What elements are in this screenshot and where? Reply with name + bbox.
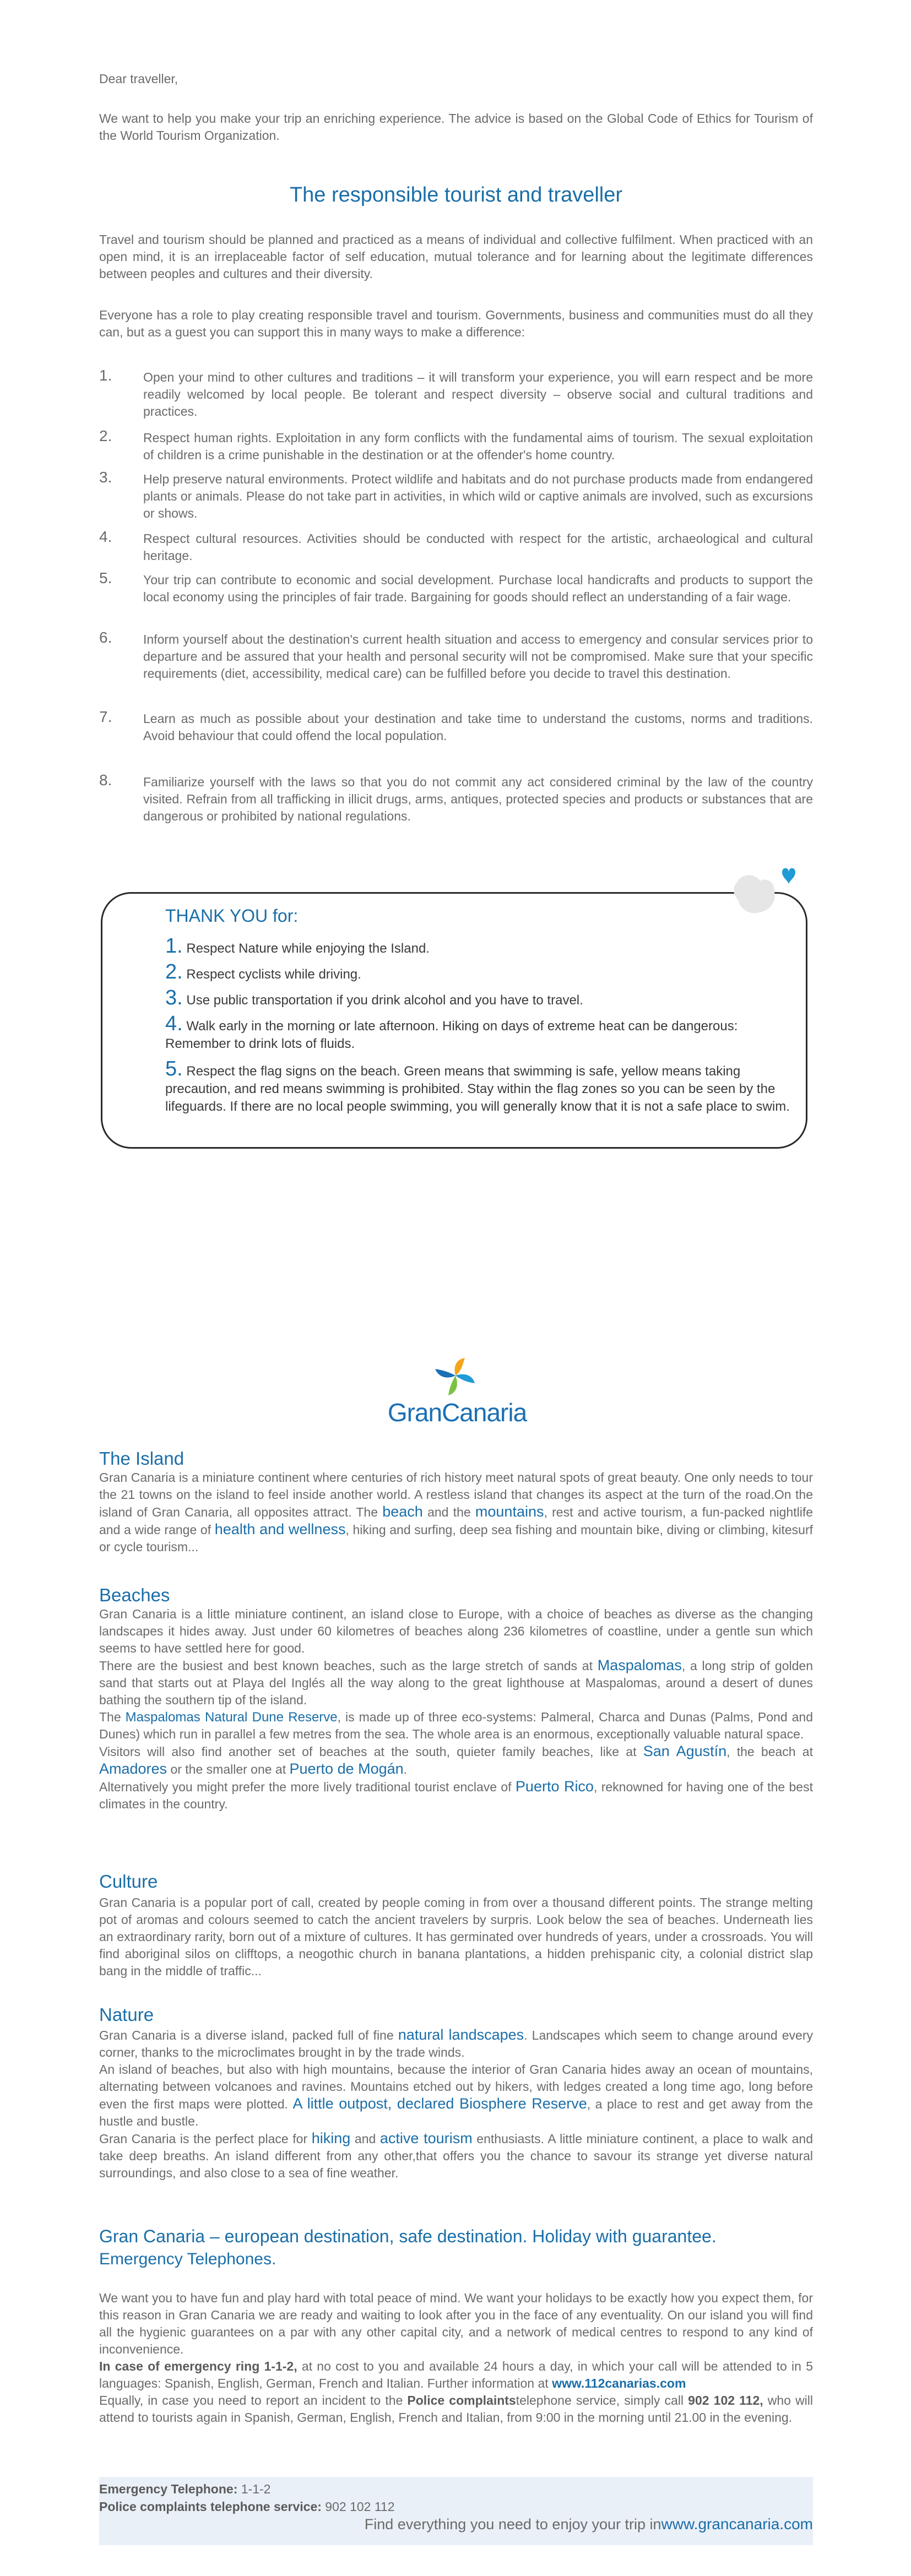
link-grancanaria[interactable]: www.grancanaria.com xyxy=(661,2515,813,2532)
grancanaria-logo xyxy=(375,1355,540,1426)
text-run: , a long strip of golden sand that starts out at Playa del Inglés all the way along to the great lighthouse at Maspalomas, around a desert of dunes bathing the southern tip of the island. xyxy=(99,1659,813,1707)
list-number: 5. xyxy=(99,569,112,586)
thank-text: Use public transportation if you drink alcohol and you have to travel. xyxy=(186,993,583,1008)
thank-item xyxy=(165,986,799,1009)
logo-mark-icon xyxy=(431,1355,480,1398)
text-run: We want you to have fun and play hard with total peace of mind. We want your holidays to be exactly how you expect them, for this reason in Gran Canaria we are ready and waiting to look after you in the face of any eventuality. On our island you will find all the hygienic guarantees on a par with any other capital city, and a network of medical centres to respond to any kind of inconvenience. xyxy=(99,2291,813,2356)
link-amadores[interactable]: Amadores xyxy=(99,1760,167,1777)
text-run: Gran Canaria is the perfect place for xyxy=(99,2132,312,2146)
link-biosphere-reserve[interactable]: A little outpost, declared Biosphere Reserve xyxy=(292,2095,587,2112)
text-run: or the smaller one at xyxy=(167,1762,290,1776)
text-run: . xyxy=(403,1762,408,1776)
list-number: 1. xyxy=(99,367,112,384)
text-run: at no cost to you and available 24 hours a day, in which your call will be attended to in 5 languages: Spanish, English, German, French and Italian. Further information at xyxy=(99,2359,814,2390)
main-title: The responsible tourist and traveller xyxy=(289,183,623,206)
thank-item xyxy=(165,1057,799,1116)
island-heart-icon xyxy=(726,860,798,921)
thank-number: 1. xyxy=(165,934,183,958)
text-run: , rest and active tourism, a fun-packed nightlife and a wide range of xyxy=(99,1505,814,1537)
list-number: 6. xyxy=(99,629,112,646)
thank-text: Respect the flag signs on the beach. Green means that swimming is safe, yellow means taking precaution, and red means swimming is prohibited. Stay within the flag zones so you can be seen by the lifeguards. If there are no local people swimming, you will generally know that it is not a safe place to swim. xyxy=(165,1064,790,1114)
list-number: 4. xyxy=(99,528,112,545)
section-title-nature: Nature xyxy=(99,2004,154,2025)
list-text: Help preserve natural environments. Protect wildlife and habitats and do not purchase products made from endangered plants or animals. Please do not take part in activities, in which wild or captive animals are involved, such as excursions or shows. xyxy=(143,472,813,520)
text-run: . Landscapes which seem to change around every corner, thanks to the microclimates brought in by the trade winds. xyxy=(99,2028,813,2059)
link-natural-landscapes[interactable]: natural landscapes xyxy=(398,2026,524,2043)
list-number: 7. xyxy=(99,708,112,725)
emergency-bold: In case of emergency ring 1-1-2, xyxy=(99,2359,297,2373)
thank-number: 3. xyxy=(165,986,183,1009)
list-text: Inform yourself about the destination's current health situation and access to emergency and consular services prior to departure and be assured that your health and personal security will not be compromised. Make sure that your specific requirements (diet, accessibility, medical care) can be fulfilled before you decide to travel this destination. xyxy=(143,632,813,681)
section-title-beaches: Beaches xyxy=(99,1585,170,1605)
thank-text: Walk early in the morning or late afternoon. Hiking on days of extreme heat can be dangerous: Remember to drink lots of fluids. xyxy=(165,1019,738,1051)
list-text: Learn as much as possible about your destination and take time to understand the customs, norms and traditions. Avoid behaviour that could offend the local population. xyxy=(143,711,813,743)
section-subtitle-emergency: Emergency Telephones. xyxy=(99,2250,276,2268)
list-text: Familiarize yourself with the laws so that you do not commit any act considered criminal by the law of the country visited. Refrain from all trafficking in illicit drugs, arms, antiques, protected species and products or substances that are dangerous or prohibited by national regulations. xyxy=(143,775,813,823)
link-112canarias[interactable]: www.112canarias.com xyxy=(552,2376,686,2390)
link-maspalomas[interactable]: Maspalomas xyxy=(597,1657,682,1673)
thank-item xyxy=(165,1012,799,1053)
text-run: An island of beaches, but also with high mountains, because the interior of Gran Canaria hides away an ocean of mountains, alternating between volcanoes and ravines. Mountains etched out by hikers, with ledges created a long time ago, long before even the first maps were plotted. xyxy=(99,2062,813,2111)
intro-paragraph: We want to help you make your trip an enriching experience. The advice is based on the Global Code of Ethics for Tourism of the World Tourism Organization. xyxy=(99,111,813,143)
link-beach[interactable]: beach xyxy=(382,1503,423,1520)
paragraph-everyone: Everyone has a role to play creating responsible travel and tourism. Governments, business and communities must do all they can, but as a guest you can support this in many ways to make a difference: xyxy=(99,308,813,339)
text-run: , a place to rest and get away from the hustle and bustle. xyxy=(99,2097,813,2128)
emergency-value: 1-1-2 xyxy=(237,2482,271,2496)
police-bold: Police complaints xyxy=(407,2393,516,2407)
section-text-island xyxy=(99,1469,813,1556)
link-puerto-mogan[interactable]: Puerto de Mogán xyxy=(289,1760,404,1777)
police-value: 902 102 112 xyxy=(321,2499,395,2514)
text-run: , reknowned for having one of the best climates in the country. xyxy=(99,1780,813,1811)
thank-number: 5. xyxy=(165,1057,183,1080)
section-title-culture: Culture xyxy=(99,1871,158,1892)
list-text: Respect human rights. Exploitation in any form conflicts with the fundamental aims of tourism. The sexual exploitation of children is a crime punishable in the destination or at the offender's home country. xyxy=(143,431,813,462)
text-run: , hiking and surfing, deep sea fishing and mountain bike, diving or climbing, kitesurf or cycle tourism... xyxy=(99,1523,814,1554)
list-text: Respect cultural resources. Activities should be conducted with respect for the artistic, archaeological and cultural heritage. xyxy=(143,531,813,563)
text-run: Visitors will also find another set of beaches at the south, quieter family beaches, like at xyxy=(99,1744,643,1759)
text-run: , the beach at xyxy=(726,1744,813,1759)
thank-item xyxy=(165,934,799,958)
text-run: There are the busiest and best known beaches, such as the large stretch of sands at xyxy=(99,1659,598,1673)
section-title-island: The Island xyxy=(99,1448,185,1469)
footer-line xyxy=(99,2515,813,2533)
emergency-line-2 xyxy=(99,2498,813,2515)
police-label: Police complaints telephone service: xyxy=(99,2499,322,2514)
list-number: 3. xyxy=(99,469,112,486)
greeting: Dear traveller, xyxy=(99,72,178,86)
link-health-wellness[interactable]: health and wellness xyxy=(214,1521,346,1537)
link-hiking[interactable]: hiking xyxy=(311,2130,351,2146)
thank-text: Respect Nature while enjoying the Island. xyxy=(186,941,430,956)
section-text-safe xyxy=(99,2290,813,2426)
text-run: Equally, in case you need to report an incident to the xyxy=(99,2393,408,2407)
section-text-culture: Gran Canaria is a popular port of call, created by people coming in from over a thousand different points. The strange melting pot of aromas and colours seemed to catch the ancient travelers by surpris. Look below the sea of beaches. Underneath lies an extraordinary rarity, born out of a mixture of cultures. It has germinated over hundreds of years, under a crossroads. You will find aboriginal silos on clifftops, a neogothic church in banana plantations, a hidden prehispanic city, a colonial district slap bang in the middle of traffic... xyxy=(99,1895,813,1978)
link-puerto-rico[interactable]: Puerto Rico xyxy=(515,1778,594,1795)
link-mountains[interactable]: mountains xyxy=(475,1503,544,1520)
text-run: who will attend to tourists again in Spanish, German, English, French and Italian, from 9:00 in the morning until 21.00 in the evening. xyxy=(99,2393,814,2425)
text-run: , is made up of three eco-systems: Palmeral, Charca and Dunas (Palms, Pond and Dunes) which run in parallel a few metres from the sea. The whole area is an enormous, exceptionally valuable natural space. xyxy=(99,1710,813,1741)
thank-number: 4. xyxy=(165,1012,183,1035)
list-number: 8. xyxy=(99,771,112,789)
text-run: Gran Canaria is a miniature continent where centuries of rich history meet natural spots of great beauty. One only needs to tour the 21 towns on the island to feel inside another world. A restless island that changes its aspect at the turn of the road.On the island of Gran Canaria, all opposites attract. The xyxy=(99,1470,813,1519)
text-run: enthusiasts. A little miniature continent, a place to walk and take deep breaths. An island different from any other,that offers you the chance to savour its strange yet diverse natural surroundings, and also close to a sea of fine weather. xyxy=(99,2132,813,2180)
thank-number: 2. xyxy=(165,960,183,983)
list-text: Open your mind to other cultures and traditions – it will transform your experience, you will earn respect and be more readily welcomed by local people. Be tolerant and respect diversity – observe social and cultural traditions and practices. xyxy=(143,370,813,419)
link-san-agustin[interactable]: San Agustín xyxy=(643,1743,727,1759)
text-run: telephone service, simply call xyxy=(516,2393,688,2407)
text-run: The xyxy=(99,1710,126,1724)
section-text-beaches xyxy=(99,1606,813,1813)
text-run: Gran Canaria is a little miniature continent, an island close to Europe, with a choice of beaches as diverse as the changing landscapes it hides away. Just under 60 kilometres of beaches along 236 kilometres of coastline, under a gentle sun which seems to have settled here for good. xyxy=(99,1607,813,1655)
text-run: Alternatively you might prefer the more lively traditional tourist enclave of xyxy=(99,1780,516,1794)
link-active-tourism[interactable]: active tourism xyxy=(379,2130,473,2146)
section-text-nature xyxy=(99,2026,813,2182)
police-number-bold: 902 102 112, xyxy=(688,2393,763,2407)
emergency-line-1 xyxy=(99,2481,813,2498)
text-run: and xyxy=(350,2132,380,2146)
list-number: 2. xyxy=(99,427,112,444)
text-run: Gran Canaria is a diverse island, packed full of fine xyxy=(99,2028,398,2042)
emergency-label: Emergency Telephone: xyxy=(99,2482,238,2496)
text-run: and the xyxy=(422,1505,475,1519)
logo-text: GranCanaria xyxy=(387,1398,527,1427)
footer-text: Find everything you need to enjoy your trip in xyxy=(364,2516,661,2532)
list-text: Your trip can contribute to economic and social development. Purchase local handicrafts and products to support the local economy using the principles of fair trade. Bargaining for goods should reflect an understanding of a fair wage. xyxy=(143,573,813,604)
paragraph-travel: Travel and tourism should be planned and practiced as a means of individual and collective fulfilment. When practiced with an open mind, it is an irreplaceable factor of self education, mutual tolerance and for learning about the legitimate differences between peoples and cultures and their diversity. xyxy=(99,232,813,281)
section-title-safe: Gran Canaria – european destination, safe destination. Holiday with guarantee. xyxy=(99,2226,717,2246)
link-dune-reserve[interactable]: Maspalomas Natural Dune Reserve xyxy=(125,1710,338,1725)
thank-item xyxy=(165,960,799,983)
thank-you-title: THANK YOU for: xyxy=(165,906,299,926)
thank-text: Respect cyclists while driving. xyxy=(186,967,361,982)
